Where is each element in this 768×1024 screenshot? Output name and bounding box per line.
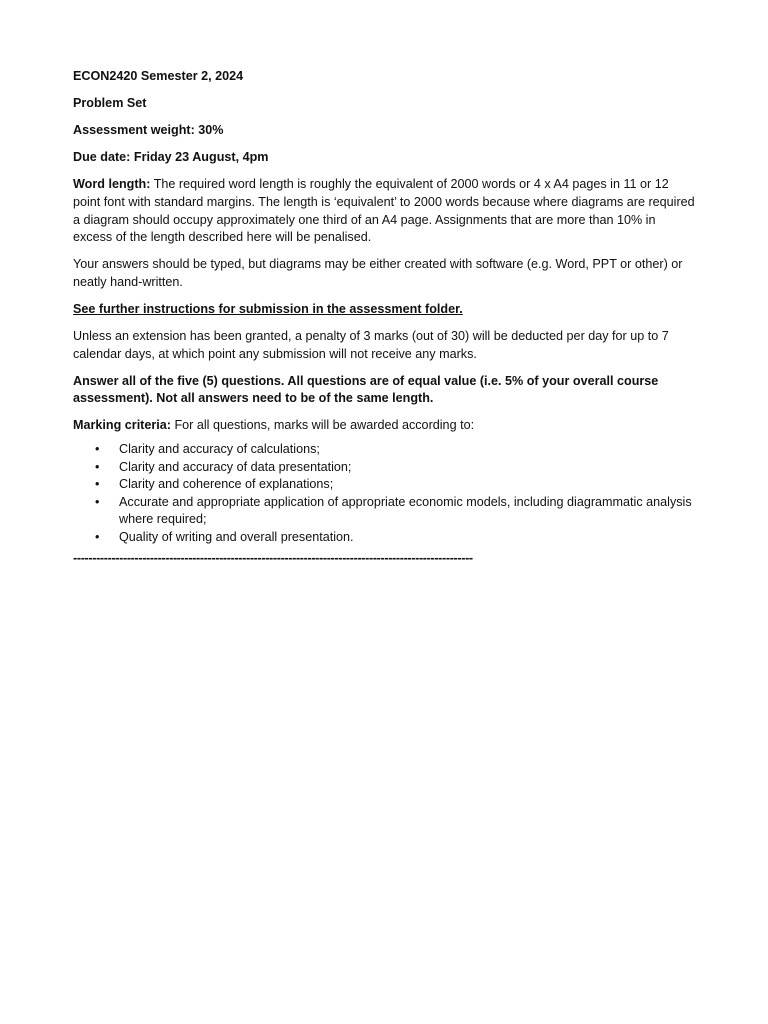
- due-date: Due date: Friday 23 August, 4pm: [73, 150, 269, 165]
- typed-note-paragraph: Your answers should be typed, but diagrams may be either created with software (e.g. Word, PPT or other) or neatly hand-written.: [73, 257, 683, 289]
- penalty-paragraph: Unless an extension has been granted, a penalty of 3 marks (out of 30) will be deducted per day for up to 7 calendar days, at which point any submission will not receive any marks.: [73, 329, 669, 361]
- separator-line: --------------------------------------------------------------------------------------------------------: [73, 550, 473, 565]
- marking-criteria-paragraph: [73, 417, 695, 435]
- answer-instructions: Answer all of the five (5) questions. All questions are of equal value (i.e. 5% of your overall course assessment). Not all answers need to be of the same length.: [73, 373, 659, 406]
- criteria-item-text: Clarity and accuracy of calculations;: [119, 442, 320, 456]
- assessment-weight: Assessment weight: 30%: [73, 123, 224, 138]
- submission-instructions: See further instructions for submission in the assessment folder.: [73, 301, 463, 316]
- criteria-item-text: Clarity and accuracy of data presentation;: [119, 459, 352, 474]
- criteria-item: [73, 459, 695, 477]
- marking-criteria-list: [73, 441, 695, 547]
- bullet-icon: •: [95, 477, 100, 492]
- word-length-paragraph: [73, 176, 695, 246]
- bullet-icon: •: [95, 529, 100, 544]
- marking-criteria-label: Marking criteria:: [73, 418, 171, 433]
- bullet-icon: •: [95, 459, 100, 474]
- document-page: [73, 68, 695, 567]
- criteria-item-text: Clarity and coherence of explanations;: [119, 477, 334, 492]
- bullet-icon: •: [95, 442, 100, 456]
- criteria-item: [73, 529, 695, 547]
- word-length-label: Word length:: [73, 177, 151, 192]
- document-title: Problem Set: [73, 96, 147, 111]
- word-length-text: The required word length is roughly the equivalent of 2000 words or 4 x A4 pages in 11 or 12 point font with standard margins. The length is ‘equivalent’ to 2000 words because where diagrams are required a diagram should occupy approximately one third of an A4 page. Assignments that are more than 10% in excess of the length described here will be penalised.: [73, 177, 695, 245]
- criteria-item: [73, 494, 695, 529]
- marking-criteria-intro: For all questions, marks will be awarded according to:: [170, 418, 475, 433]
- criteria-item: [73, 441, 695, 459]
- criteria-item: [73, 476, 695, 494]
- bullet-icon: •: [95, 494, 100, 509]
- course-heading: ECON2420 Semester 2, 2024: [73, 69, 244, 83]
- criteria-item-text: Accurate and appropriate application of appropriate economic models, including diagrammatic analysis where required;: [119, 494, 692, 527]
- criteria-item-text: Quality of writing and overall presentation.: [119, 529, 354, 544]
